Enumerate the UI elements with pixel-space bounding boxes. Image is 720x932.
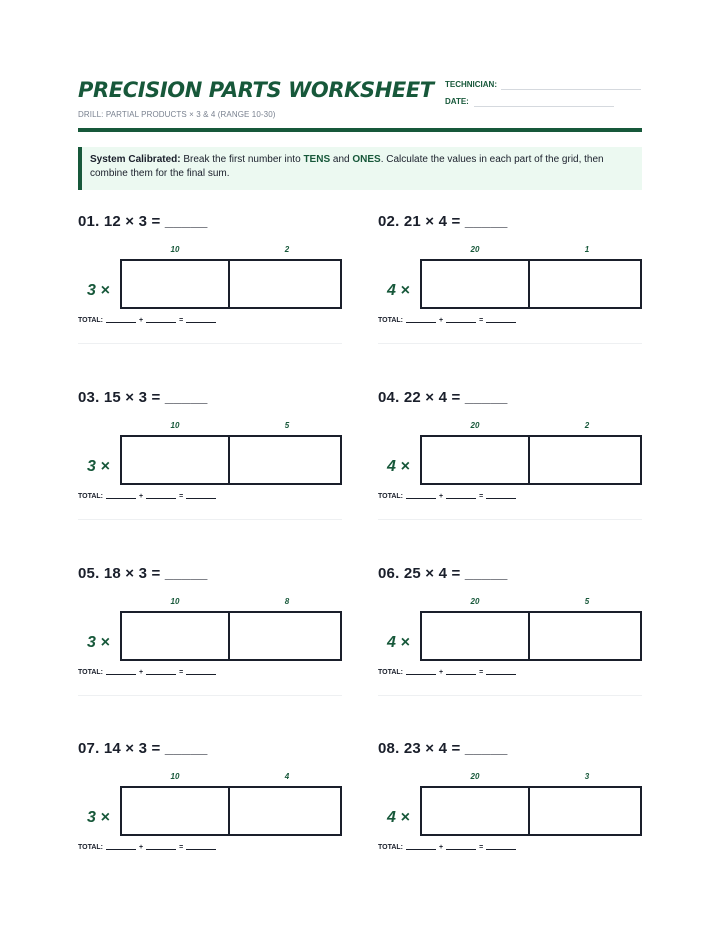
instructions-text-1: Break the first number into bbox=[180, 154, 304, 165]
total-label: TOTAL: bbox=[378, 493, 404, 500]
total-label: TOTAL: bbox=[378, 669, 404, 676]
problem-question: 04. 22 × 4 = _____ bbox=[378, 389, 508, 406]
tens-product-box[interactable] bbox=[420, 611, 530, 661]
total-line bbox=[78, 493, 219, 500]
total-line bbox=[78, 317, 219, 324]
partial-blank-2[interactable] bbox=[146, 322, 176, 323]
tens-product-box[interactable] bbox=[120, 259, 230, 309]
ones-column-label: 5 bbox=[584, 597, 590, 606]
total-line bbox=[378, 317, 519, 324]
problem-question: 08. 23 × 4 = _____ bbox=[378, 740, 508, 757]
problem-question: 07. 14 × 3 = _____ bbox=[78, 740, 208, 757]
ones-column-label: 4 bbox=[284, 772, 290, 781]
problem-question: 01. 12 × 3 = _____ bbox=[78, 213, 208, 230]
sum-blank[interactable] bbox=[486, 498, 516, 499]
sum-blank[interactable] bbox=[186, 322, 216, 323]
problem-question: 03. 15 × 3 = _____ bbox=[78, 389, 208, 406]
partial-blank-2[interactable] bbox=[446, 498, 476, 499]
partial-blank-2[interactable] bbox=[146, 498, 176, 499]
date-label: DATE: bbox=[445, 97, 469, 106]
partial-blank-1[interactable] bbox=[106, 322, 136, 323]
instructions-text-3: . Calculate the values in each part of the grid, then combine them for the final sum. bbox=[90, 154, 604, 179]
problem-4 bbox=[378, 389, 642, 501]
ones-column-label: 5 bbox=[284, 421, 290, 430]
partial-blank-1[interactable] bbox=[406, 674, 436, 675]
plus-sign: + bbox=[139, 844, 144, 851]
tens-product-box[interactable] bbox=[120, 786, 230, 836]
tens-product-box[interactable] bbox=[420, 259, 530, 309]
plus-sign: + bbox=[139, 493, 144, 500]
ones-column-label: 3 bbox=[584, 772, 590, 781]
ones-column-label: 2 bbox=[584, 421, 590, 430]
total-line bbox=[378, 669, 519, 676]
sum-blank[interactable] bbox=[186, 674, 216, 675]
problem-3 bbox=[78, 389, 342, 501]
partial-blank-2[interactable] bbox=[146, 674, 176, 675]
partial-blank-2[interactable] bbox=[446, 322, 476, 323]
problem-6 bbox=[378, 565, 642, 677]
instructions-ones: ONES bbox=[352, 154, 381, 165]
sum-blank[interactable] bbox=[186, 849, 216, 850]
sum-blank[interactable] bbox=[486, 849, 516, 850]
partial-blank-1[interactable] bbox=[106, 674, 136, 675]
multiplier-label: 3 × bbox=[87, 458, 110, 475]
total-label: TOTAL: bbox=[378, 317, 404, 324]
tens-column-label: 10 bbox=[170, 421, 180, 430]
tens-column-label: 20 bbox=[470, 597, 480, 606]
problem-5 bbox=[78, 565, 342, 677]
instructions-text-2: and bbox=[330, 154, 353, 165]
partial-blank-1[interactable] bbox=[406, 498, 436, 499]
multiplier-label: 4 × bbox=[387, 634, 410, 651]
total-label: TOTAL: bbox=[78, 493, 104, 500]
problem-1 bbox=[78, 213, 342, 325]
row-separator bbox=[378, 343, 642, 344]
problem-question: 02. 21 × 4 = _____ bbox=[378, 213, 508, 230]
multiplier-label: 4 × bbox=[387, 282, 410, 299]
total-line bbox=[78, 844, 219, 851]
tens-product-box[interactable] bbox=[120, 435, 230, 485]
plus-sign: + bbox=[139, 669, 144, 676]
partial-blank-2[interactable] bbox=[446, 674, 476, 675]
tens-product-box[interactable] bbox=[420, 435, 530, 485]
plus-sign: + bbox=[439, 317, 444, 324]
tens-column-label: 10 bbox=[170, 245, 180, 254]
problem-2 bbox=[378, 213, 642, 325]
row-separator bbox=[378, 695, 642, 696]
partial-blank-1[interactable] bbox=[406, 849, 436, 850]
ones-product-box[interactable] bbox=[528, 611, 642, 661]
plus-sign: + bbox=[439, 844, 444, 851]
tens-product-box[interactable] bbox=[120, 611, 230, 661]
tens-column-label: 20 bbox=[470, 245, 480, 254]
header-divider bbox=[78, 128, 642, 132]
plus-sign: + bbox=[139, 317, 144, 324]
total-line bbox=[378, 844, 519, 851]
page-subtitle: DRILL: PARTIAL PRODUCTS × 3 & 4 (RANGE 10-30) bbox=[78, 110, 276, 119]
equals-sign: = bbox=[479, 493, 484, 500]
partial-blank-2[interactable] bbox=[446, 849, 476, 850]
total-line bbox=[78, 669, 219, 676]
date-line[interactable] bbox=[474, 106, 614, 107]
tens-column-label: 20 bbox=[470, 421, 480, 430]
equals-sign: = bbox=[479, 844, 484, 851]
row-separator bbox=[78, 519, 342, 520]
multiplier-label: 3 × bbox=[87, 282, 110, 299]
tens-product-box[interactable] bbox=[420, 786, 530, 836]
multiplier-label: 3 × bbox=[87, 809, 110, 826]
ones-product-box[interactable] bbox=[228, 786, 342, 836]
problem-7 bbox=[78, 740, 342, 852]
tens-column-label: 20 bbox=[470, 772, 480, 781]
total-label: TOTAL: bbox=[378, 844, 404, 851]
date-field bbox=[445, 97, 469, 106]
plus-sign: + bbox=[439, 669, 444, 676]
technician-label: TECHNICIAN: bbox=[445, 80, 497, 89]
partial-blank-1[interactable] bbox=[406, 322, 436, 323]
equals-sign: = bbox=[479, 669, 484, 676]
row-separator bbox=[78, 695, 342, 696]
tens-column-label: 10 bbox=[170, 597, 180, 606]
total-line bbox=[378, 493, 519, 500]
instructions-box bbox=[78, 147, 642, 190]
ones-product-box[interactable] bbox=[528, 435, 642, 485]
ones-product-box[interactable] bbox=[528, 786, 642, 836]
worksheet-header bbox=[78, 78, 642, 130]
multiplier-label: 3 × bbox=[87, 634, 110, 651]
problem-8 bbox=[378, 740, 642, 852]
row-separator bbox=[378, 519, 642, 520]
equals-sign: = bbox=[179, 493, 184, 500]
problem-question: 05. 18 × 3 = _____ bbox=[78, 565, 208, 582]
technician-field bbox=[445, 80, 497, 89]
ones-product-box[interactable] bbox=[228, 611, 342, 661]
multiplier-label: 4 × bbox=[387, 809, 410, 826]
total-label: TOTAL: bbox=[78, 844, 104, 851]
instructions-lead: System Calibrated: bbox=[90, 154, 181, 165]
equals-sign: = bbox=[179, 669, 184, 676]
plus-sign: + bbox=[439, 493, 444, 500]
total-label: TOTAL: bbox=[78, 317, 104, 324]
ones-product-box[interactable] bbox=[528, 259, 642, 309]
sum-blank[interactable] bbox=[486, 674, 516, 675]
technician-line[interactable] bbox=[501, 89, 641, 90]
multiplier-label: 4 × bbox=[387, 458, 410, 475]
total-label: TOTAL: bbox=[78, 669, 104, 676]
equals-sign: = bbox=[179, 844, 184, 851]
problem-question: 06. 25 × 4 = _____ bbox=[378, 565, 508, 582]
equals-sign: = bbox=[179, 317, 184, 324]
ones-column-label: 1 bbox=[584, 245, 590, 254]
partial-blank-1[interactable] bbox=[106, 849, 136, 850]
ones-product-box[interactable] bbox=[228, 435, 342, 485]
tens-column-label: 10 bbox=[170, 772, 180, 781]
sum-blank[interactable] bbox=[486, 322, 516, 323]
sum-blank[interactable] bbox=[186, 498, 216, 499]
ones-column-label: 2 bbox=[284, 245, 290, 254]
page-title: PRECISION PARTS WORKSHEET bbox=[78, 78, 434, 102]
ones-column-label: 8 bbox=[284, 597, 290, 606]
partial-blank-2[interactable] bbox=[146, 849, 176, 850]
ones-product-box[interactable] bbox=[228, 259, 342, 309]
partial-blank-1[interactable] bbox=[106, 498, 136, 499]
instructions-tens: TENS bbox=[303, 154, 331, 165]
row-separator bbox=[78, 343, 342, 344]
equals-sign: = bbox=[479, 317, 484, 324]
